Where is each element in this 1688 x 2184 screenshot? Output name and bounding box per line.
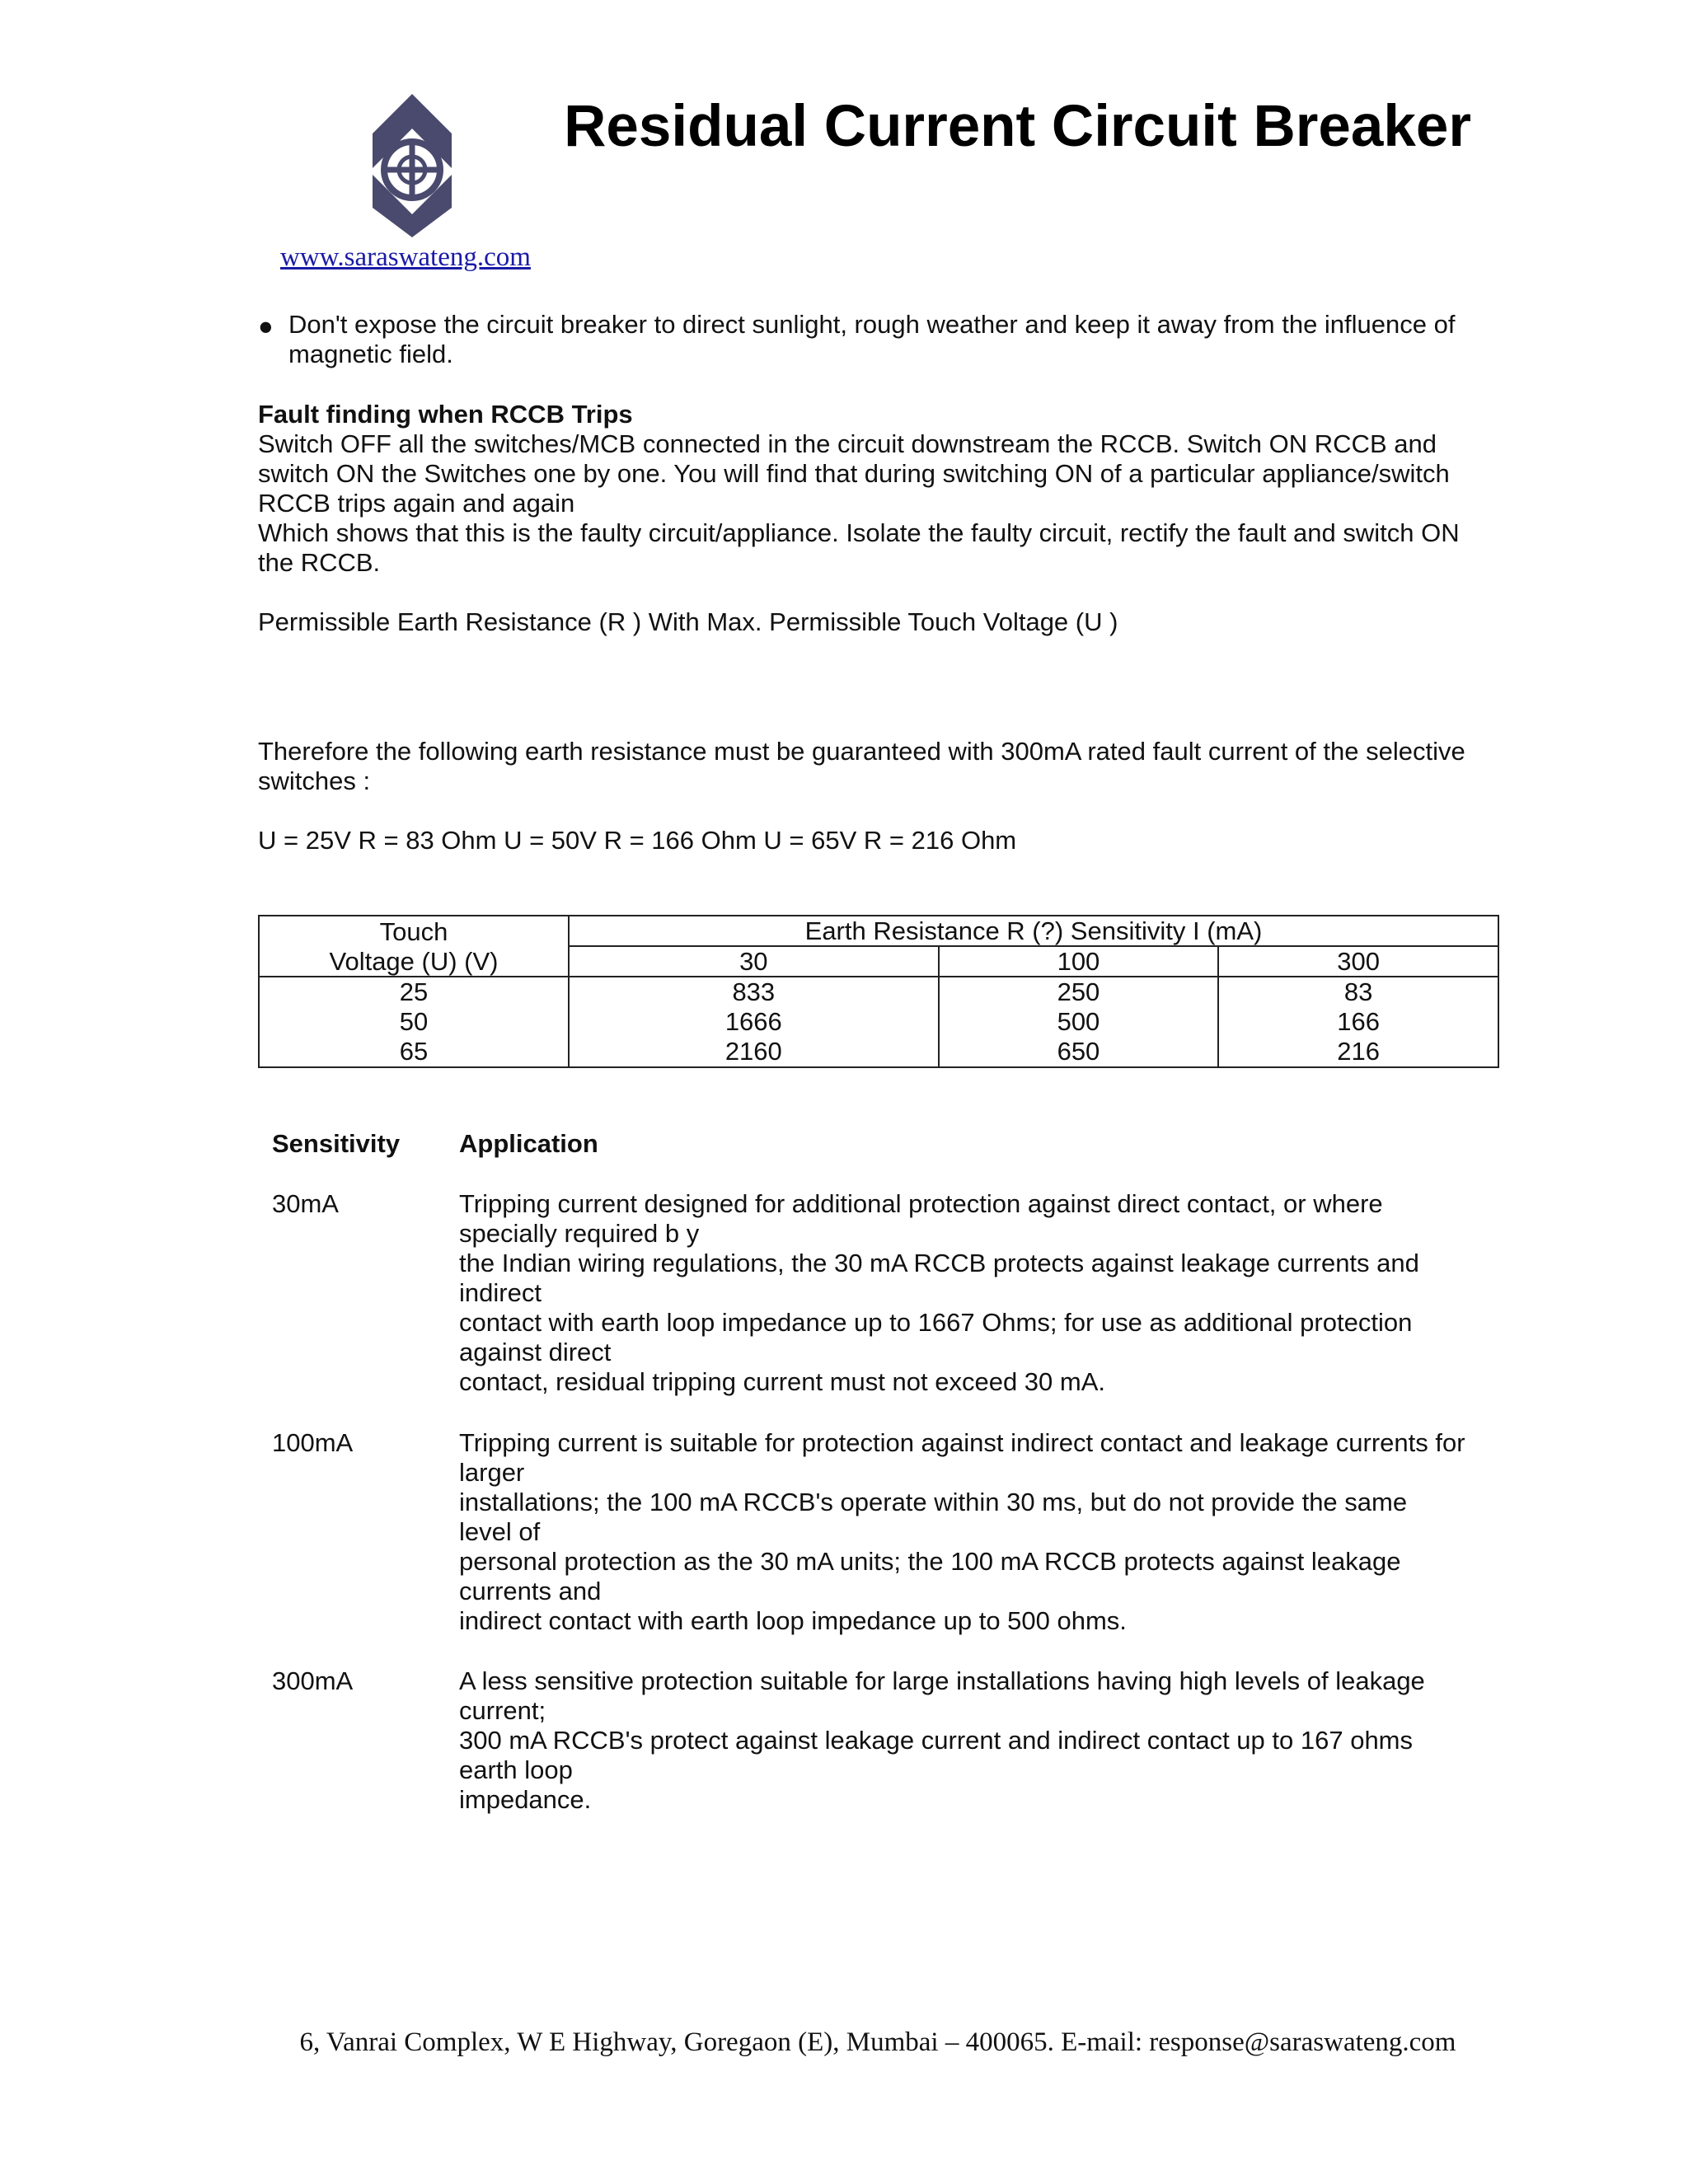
application-line: earth loop (459, 1755, 573, 1784)
fault-body (258, 429, 1494, 578)
table-subheader-cell: 30 (569, 946, 939, 977)
application-line: impedance. (459, 1785, 592, 1814)
table-subheader-cell: 300 (1218, 946, 1498, 977)
application-line: currents and (459, 1577, 602, 1605)
application-line: against direct (459, 1338, 612, 1366)
application-line: A less sensitive protection suitable for large installations having high levels of leakage (459, 1666, 1425, 1695)
fault-heading: Fault finding when RCCB Trips (258, 400, 633, 429)
application-line: level of (459, 1517, 541, 1546)
table-row (259, 1037, 1498, 1067)
application-line: contact with earth loop impedance up to 1667 Ohms; for use as additional protection (459, 1308, 1413, 1337)
application-line: personal protection as the 30 mA units; the 100 mA RCCB protects against leakage (459, 1547, 1401, 1576)
table-cell: 65 (259, 1037, 569, 1067)
therefore-line: switches : (258, 766, 371, 795)
earth-resistance-table (258, 915, 1499, 1068)
earth-resistance-line: Permissible Earth Resistance (R ) With Max. Permissible Touch Voltage (U ) (258, 607, 1118, 636)
therefore-paragraph (258, 737, 1494, 796)
application-line: contact, residual tripping current must not exceed 30 mA. (459, 1367, 1106, 1396)
bullet-line: magnetic field. (288, 340, 453, 368)
table-header-cell: Voltage (U) (V) (259, 946, 569, 977)
sensitivity-value: 300mA (272, 1666, 354, 1695)
sensitivity-heading: Sensitivity (272, 1129, 401, 1158)
application-line: current; (459, 1696, 546, 1725)
application-heading: Application (459, 1129, 598, 1158)
application-text (459, 1428, 1489, 1636)
sensitivity-value: 100mA (272, 1428, 354, 1457)
therefore-line: Therefore the following earth resistance must be guaranteed with 300mA rated fault current of the selective (258, 737, 1465, 766)
fault-line: RCCB trips again and again (258, 489, 575, 518)
table-cell: 500 (939, 1007, 1219, 1037)
application-line: Tripping current is suitable for protection against indirect contact and leakage currents for (459, 1428, 1465, 1457)
page-title: Residual Current Circuit Breaker (564, 94, 1471, 159)
table-cell: 25 (259, 977, 569, 1007)
application-line: indirect contact with earth loop impedance up to 500 ohms. (459, 1606, 1127, 1635)
table-cell: 833 (569, 977, 939, 1007)
table-cell: 50 (259, 1007, 569, 1037)
application-line: specially required b y (459, 1219, 700, 1248)
table-header-cell: Touch (259, 916, 569, 946)
table-subheader-cell: 100 (939, 946, 1219, 977)
fault-line: Which shows that this is the faulty circuit/appliance. Isolate the faulty circuit, rectify the fault and switch ON (258, 518, 1460, 547)
website-link[interactable]: www.saraswateng.com (280, 242, 531, 272)
fault-line: Switch OFF all the switches/MCB connected in the circuit downstream the RCCB. Switch ON RCCB and (258, 429, 1437, 458)
table-cell: 2160 (569, 1037, 939, 1067)
bullet-text (288, 310, 1500, 369)
application-line: larger (459, 1458, 525, 1487)
application-line: the Indian wiring regulations, the 30 mA RCCB protects against leakage currents and (459, 1249, 1419, 1277)
bullet-line: Don't expose the circuit breaker to direct sunlight, rough weather and keep it away from the influence of (288, 310, 1456, 339)
table-subheader-row (259, 946, 1498, 977)
table-cell: 1666 (569, 1007, 939, 1037)
table-group-header: Earth Resistance R (?) Sensitivity I (mA) (569, 916, 1498, 946)
application-line: indirect (459, 1278, 542, 1307)
voltage-resistance-line: U = 25V R = 83 Ohm U = 50V R = 166 Ohm U = 65V R = 216 Ohm (258, 826, 1017, 855)
company-logo (354, 92, 470, 239)
fault-line: switch ON the Switches one by one. You will find that during switching ON of a particular appliance/switch (258, 459, 1450, 488)
bullet-icon: ● (258, 312, 274, 340)
footer-address: 6, Vanrai Complex, W E Highway, Goregaon (E), Mumbai – 400065. E-mail: response@saraswateng.com (299, 2027, 1456, 2057)
fault-line: the RCCB. (258, 548, 381, 577)
application-text (459, 1666, 1489, 1815)
application-text (459, 1189, 1489, 1397)
sensitivity-value: 30mA (272, 1189, 339, 1218)
table-cell: 216 (1218, 1037, 1498, 1067)
table-row (259, 1007, 1498, 1037)
table-cell: 83 (1218, 977, 1498, 1007)
table-cell: 166 (1218, 1007, 1498, 1037)
table-cell: 250 (939, 977, 1219, 1007)
application-line: 300 mA RCCB's protect against leakage current and indirect contact up to 167 ohms (459, 1726, 1414, 1755)
application-line: Tripping current designed for additional protection against direct contact, or where (459, 1189, 1383, 1218)
application-line: installations; the 100 mA RCCB's operate within 30 ms, but do not provide the same (459, 1488, 1408, 1516)
table-cell: 650 (939, 1037, 1219, 1067)
table-header-row (259, 916, 1498, 946)
table-row (259, 977, 1498, 1007)
